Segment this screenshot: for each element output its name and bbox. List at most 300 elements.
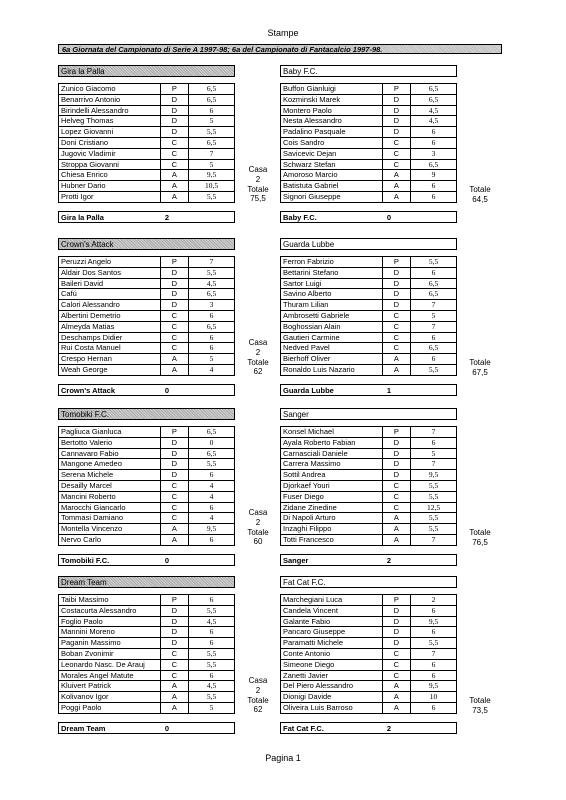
result-goals: 2	[386, 724, 391, 733]
player-vote: 7	[410, 535, 456, 545]
summary-line: 62	[253, 367, 263, 377]
player-row	[281, 703, 456, 713]
player-vote: 6	[188, 311, 234, 321]
summary-line: 64,5	[472, 194, 488, 204]
player-role: D	[382, 638, 410, 648]
player-vote: 7	[410, 459, 456, 469]
player-name: Doni Cristiano	[61, 137, 109, 147]
player-row	[281, 106, 456, 117]
home-team	[58, 238, 235, 395]
player-role: D	[382, 470, 410, 480]
player-name: Chiesa Enrico	[61, 170, 108, 180]
players-table	[58, 594, 235, 714]
player-role: P	[160, 257, 188, 267]
player-name: Ambrosetti Gabriele	[283, 310, 350, 320]
player-name: Savicevic Dejan	[283, 148, 337, 158]
player-vote: 6	[188, 535, 234, 545]
team-result	[280, 384, 457, 396]
result-goals: 0	[164, 724, 169, 733]
player-name: Weah George	[61, 364, 108, 374]
player-name: Morales Angel Matute	[61, 670, 134, 680]
player-role: A	[160, 365, 188, 375]
player-vote: 6,5	[188, 84, 234, 94]
player-row	[281, 617, 456, 628]
player-vote: 5,5	[410, 638, 456, 648]
player-row	[59, 481, 234, 492]
players-table	[280, 256, 457, 376]
summary-line: 60	[253, 537, 263, 547]
player-role: A	[160, 681, 188, 691]
summary-line: 2	[255, 517, 261, 527]
player-role: C	[160, 322, 188, 332]
player-vote: 4,5	[188, 279, 234, 289]
player-name: Desailly Marcel	[61, 480, 112, 490]
player-name: Costacurta Alessandro	[61, 605, 137, 615]
player-row	[59, 638, 234, 649]
player-role: D	[160, 638, 188, 648]
result-team-name: Sanger	[283, 556, 309, 565]
player-vote: 6,5	[188, 322, 234, 332]
team-result	[58, 722, 235, 734]
player-role: D	[160, 268, 188, 278]
player-role: C	[382, 311, 410, 321]
player-role: D	[160, 606, 188, 616]
player-row	[59, 703, 234, 713]
player-row	[281, 692, 456, 703]
page-title: Stampe	[267, 28, 299, 38]
player-row	[59, 268, 234, 279]
away-summary	[460, 528, 500, 548]
player-vote: 6	[188, 343, 234, 353]
player-role: C	[160, 333, 188, 343]
player-row	[281, 181, 456, 192]
player-name: Paramatti Michele	[283, 638, 344, 648]
player-row	[59, 333, 234, 344]
player-row	[281, 470, 456, 481]
player-row	[281, 343, 456, 354]
player-row	[59, 503, 234, 514]
player-vote: 6	[188, 638, 234, 648]
player-vote: 5	[188, 703, 234, 713]
player-role: D	[382, 459, 410, 469]
player-name: Inzaghi Filippo	[283, 524, 332, 534]
player-role: C	[382, 149, 410, 159]
player-vote: 9,5	[188, 524, 234, 534]
result-team-name: Crown's Attack	[61, 386, 116, 395]
player-role: D	[382, 116, 410, 126]
player-role: D	[160, 438, 188, 448]
result-team-name: Tomobiki F.C.	[61, 556, 110, 565]
player-role: C	[382, 481, 410, 491]
player-role: A	[160, 535, 188, 545]
player-vote: 6	[188, 671, 234, 681]
player-row	[59, 95, 234, 106]
player-name: Pancaro Giuseppe	[283, 627, 346, 637]
home-team	[58, 408, 235, 565]
player-name: Jugovic Vladimir	[61, 148, 116, 158]
player-row	[59, 513, 234, 524]
team-result	[58, 384, 235, 396]
player-role: D	[382, 268, 410, 278]
player-role: A	[160, 524, 188, 534]
team-name: Tomobiki F.C.	[58, 408, 235, 420]
player-vote: 6,5	[188, 138, 234, 148]
player-row	[59, 181, 234, 192]
player-name: Bertotto Valerio	[61, 437, 113, 447]
player-row	[59, 660, 234, 671]
player-role: C	[160, 343, 188, 353]
player-role: A	[160, 703, 188, 713]
player-name: Zanetti Javier	[283, 670, 329, 680]
player-row	[281, 459, 456, 470]
result-team-name: Gira la Palla	[61, 213, 104, 222]
result-goals: 2	[164, 213, 169, 222]
player-row	[59, 449, 234, 460]
away-summary	[460, 358, 500, 378]
player-vote: 5,5	[188, 606, 234, 616]
player-role: D	[160, 627, 188, 637]
team-result	[280, 554, 457, 566]
player-row	[59, 459, 234, 470]
player-vote: 5,5	[410, 481, 456, 491]
player-vote: 6	[410, 127, 456, 137]
player-vote: 6	[410, 333, 456, 343]
player-vote: 5,5	[410, 257, 456, 267]
player-vote: 6	[410, 671, 456, 681]
player-row	[281, 354, 456, 365]
summary-line: 62	[253, 705, 263, 715]
player-row	[59, 300, 234, 311]
player-vote: 6,5	[410, 289, 456, 299]
player-vote: 9,5	[410, 470, 456, 480]
player-role: C	[160, 149, 188, 159]
player-name: Pagliuca Gianluca	[61, 427, 122, 436]
summary-line: Totale	[469, 358, 491, 367]
player-vote: 6,5	[188, 95, 234, 105]
player-role: A	[382, 181, 410, 191]
player-row	[59, 681, 234, 692]
player-role: A	[382, 170, 410, 180]
player-row	[281, 268, 456, 279]
player-vote: 5,5	[188, 192, 234, 202]
player-row	[59, 595, 234, 606]
player-row	[59, 257, 234, 268]
player-vote: 5	[188, 116, 234, 126]
player-role: D	[382, 438, 410, 448]
player-vote: 7	[188, 149, 234, 159]
team-result	[58, 211, 235, 223]
players-table	[58, 256, 235, 376]
player-name: Tommasi Damiano	[61, 513, 124, 523]
player-name: Schwarz Stefan	[283, 159, 336, 169]
player-name: Cannavaro Fabio	[61, 448, 119, 458]
player-name: Protti Igor	[61, 191, 94, 201]
player-row	[59, 627, 234, 638]
player-role: C	[160, 649, 188, 659]
player-name: Poggi Paolo	[61, 702, 102, 712]
player-name: Batistuta Gabriel	[283, 181, 339, 191]
player-row	[281, 365, 456, 375]
player-role: C	[160, 671, 188, 681]
player-name: Sottil Andrea	[283, 470, 326, 480]
player-row	[59, 279, 234, 290]
player-row	[281, 606, 456, 617]
player-name: Ferron Fabrizio	[283, 257, 334, 266]
team-result	[58, 554, 235, 566]
player-vote: 6	[410, 606, 456, 616]
player-vote: 4,5	[410, 116, 456, 126]
player-row	[59, 492, 234, 503]
player-row	[59, 365, 234, 375]
player-row	[281, 160, 456, 171]
player-name: Sartor Luigi	[283, 278, 322, 288]
summary-line: 2	[255, 685, 261, 695]
player-role: D	[160, 470, 188, 480]
player-name: Konsel Michael	[283, 427, 334, 436]
summary-line: Totale	[247, 184, 269, 194]
player-vote: 6	[188, 106, 234, 116]
player-row	[59, 692, 234, 703]
player-vote: 6,5	[410, 160, 456, 170]
player-name: Birindelli Alessandro	[61, 105, 129, 115]
player-name: Zidane Zinedine	[283, 502, 337, 512]
match-block	[0, 238, 566, 398]
result-goals: 1	[386, 386, 391, 395]
player-row	[281, 95, 456, 106]
player-role: C	[160, 138, 188, 148]
summary-line: 67,5	[472, 367, 488, 377]
player-role: D	[382, 279, 410, 289]
player-role: P	[160, 84, 188, 94]
player-name: Gautieri Carmine	[283, 332, 340, 342]
player-vote: 4	[188, 492, 234, 502]
player-vote: 6	[188, 503, 234, 513]
player-role: C	[382, 160, 410, 170]
player-vote: 5,5	[188, 692, 234, 702]
player-vote: 6,5	[410, 95, 456, 105]
summary-line: Totale	[469, 528, 491, 537]
player-role: D	[160, 95, 188, 105]
player-name: Albertini Demetrio	[61, 310, 121, 320]
result-goals: 0	[386, 213, 391, 222]
player-vote: 5,5	[188, 127, 234, 137]
player-row	[281, 427, 456, 438]
player-name: Hubner Dario	[61, 181, 106, 191]
player-vote: 6	[188, 470, 234, 480]
player-role: C	[382, 649, 410, 659]
player-name: Stroppa Giovanni	[61, 159, 119, 169]
player-row	[59, 649, 234, 660]
player-role: A	[382, 192, 410, 202]
player-vote: 6	[410, 181, 456, 191]
player-role: D	[382, 300, 410, 310]
player-vote: 6,5	[188, 289, 234, 299]
summary-line: Totale	[247, 357, 269, 367]
player-row	[281, 333, 456, 344]
result-goals: 0	[164, 556, 169, 565]
player-role: A	[382, 692, 410, 702]
player-name: Foglio Paolo	[61, 616, 103, 626]
player-role: C	[160, 481, 188, 491]
player-row	[59, 617, 234, 628]
player-vote: 4,5	[188, 681, 234, 691]
player-row	[59, 438, 234, 449]
player-vote: 6	[410, 192, 456, 202]
home-summary	[238, 676, 278, 715]
player-row	[281, 492, 456, 503]
summary-line: 2	[255, 174, 261, 184]
team-name: Dream Team	[58, 576, 235, 588]
result-goals: 0	[164, 386, 169, 395]
player-name: Crespo Hernan	[61, 354, 112, 364]
player-row	[59, 354, 234, 365]
player-row	[281, 192, 456, 202]
team-name: Sanger	[280, 408, 457, 420]
player-row	[281, 503, 456, 514]
player-row	[59, 138, 234, 149]
player-name: Mangone Amedeo	[61, 459, 122, 469]
player-name: Benarrivo Antonio	[61, 94, 121, 104]
summary-line: Totale	[469, 185, 491, 194]
player-row	[59, 170, 234, 181]
player-vote: 5,5	[188, 459, 234, 469]
player-vote: 5,5	[188, 660, 234, 670]
player-name: Zunico Giacomo	[61, 84, 116, 93]
player-vote: 6	[410, 138, 456, 148]
player-role: C	[382, 322, 410, 332]
player-role: C	[160, 160, 188, 170]
home-team	[58, 576, 235, 733]
player-vote: 7	[410, 300, 456, 310]
player-role: P	[382, 84, 410, 94]
player-row	[281, 257, 456, 268]
player-vote: 4	[188, 513, 234, 523]
player-row	[281, 279, 456, 290]
player-vote: 7	[188, 257, 234, 267]
player-row	[59, 535, 234, 545]
player-name: Helveg Thomas	[61, 116, 114, 126]
player-vote: 6,5	[188, 427, 234, 437]
player-name: Serena Michele	[61, 470, 114, 480]
player-name: Baileri David	[61, 278, 104, 288]
match-block	[0, 408, 566, 568]
home-summary	[238, 338, 278, 377]
player-row	[59, 289, 234, 300]
player-name: Kluivert Patrick	[61, 681, 112, 691]
player-name: Di Napoli Arturo	[283, 513, 336, 523]
player-name: Paganin Massimo	[61, 638, 121, 648]
team-name: Gira la Palla	[58, 65, 235, 77]
player-role: C	[160, 492, 188, 502]
player-vote: 6,5	[410, 343, 456, 353]
player-role: A	[382, 354, 410, 364]
player-name: Ayala Roberto Fabian	[283, 437, 356, 447]
player-row	[281, 535, 456, 545]
player-row	[281, 660, 456, 671]
players-table	[280, 426, 457, 546]
player-vote: 5	[188, 160, 234, 170]
player-name: Kozminski Marek	[283, 94, 341, 104]
player-role: C	[382, 671, 410, 681]
player-role: A	[160, 192, 188, 202]
player-row	[281, 300, 456, 311]
player-name: Carnasciali Daniele	[283, 448, 348, 458]
player-row	[281, 627, 456, 638]
player-vote: 9,5	[410, 617, 456, 627]
player-role: A	[160, 354, 188, 364]
player-vote: 9,5	[188, 170, 234, 180]
team-name: Baby F.C.	[280, 65, 457, 77]
team-result	[280, 722, 457, 734]
match-block	[0, 65, 566, 225]
page-footer: Pagina 1	[265, 753, 301, 763]
player-name: Boban Zvonimir	[61, 648, 114, 658]
player-vote: 5	[410, 449, 456, 459]
player-role: D	[382, 627, 410, 637]
player-name: Mannini Moreno	[61, 627, 115, 637]
player-row	[281, 513, 456, 524]
player-role: A	[160, 181, 188, 191]
player-row	[281, 649, 456, 660]
player-row	[59, 671, 234, 682]
player-role: P	[382, 257, 410, 267]
player-name: Rui Costa Manuel	[61, 343, 121, 353]
player-name: Carrera Massimo	[283, 459, 341, 469]
player-role: D	[160, 459, 188, 469]
player-name: Peruzzi Angelo	[61, 257, 112, 266]
player-role: C	[160, 513, 188, 523]
player-row	[281, 138, 456, 149]
player-role: A	[160, 692, 188, 702]
player-row	[281, 127, 456, 138]
result-team-name: Guarda Lubbe	[283, 386, 334, 395]
player-vote: 6	[410, 268, 456, 278]
player-role: C	[160, 503, 188, 513]
player-vote: 7	[410, 427, 456, 437]
player-role: P	[382, 427, 410, 437]
player-role: C	[160, 660, 188, 670]
player-vote: 6	[410, 354, 456, 364]
player-vote: 10,5	[188, 181, 234, 191]
player-vote: 6	[410, 703, 456, 713]
player-name: Simeone Diego	[283, 659, 335, 669]
player-name: Cois Sandro	[283, 137, 325, 147]
away-summary	[460, 185, 500, 205]
player-vote: 6	[188, 333, 234, 343]
player-name: Mancini Roberto	[61, 491, 116, 501]
away-summary	[460, 696, 500, 716]
away-team	[280, 408, 457, 565]
player-row	[59, 192, 234, 202]
player-vote: 4	[188, 481, 234, 491]
player-row	[59, 427, 234, 438]
player-row	[59, 116, 234, 127]
player-row	[281, 170, 456, 181]
player-row	[59, 106, 234, 117]
player-vote: 6,5	[410, 279, 456, 289]
player-role: D	[382, 95, 410, 105]
player-name: Bettarini Stefano	[283, 267, 339, 277]
player-vote: 10	[410, 692, 456, 702]
summary-line: 2	[255, 347, 261, 357]
player-role: P	[382, 595, 410, 605]
player-role: A	[382, 535, 410, 545]
player-name: Montella Vincenzo	[61, 524, 123, 534]
player-role: A	[382, 681, 410, 691]
player-role: D	[160, 300, 188, 310]
away-team	[280, 238, 457, 395]
player-role: D	[382, 606, 410, 616]
